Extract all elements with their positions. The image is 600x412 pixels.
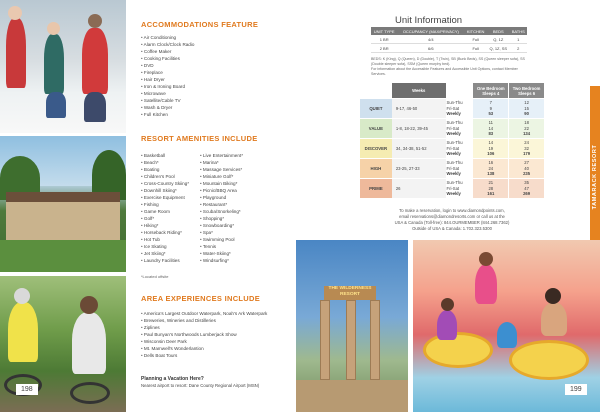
day-label: Sun-Thu	[446, 180, 463, 186]
list-item: • Hiking*	[141, 222, 189, 229]
vacation-title: Planning a Vacation Here?	[141, 376, 204, 382]
unit-table-header: BATHS	[510, 27, 527, 35]
day-label: Fri-Sat	[446, 105, 460, 111]
list-item: • Downhill Skiing*	[141, 187, 189, 194]
waterpark-sign: THE WILDERNESS RESORT	[324, 286, 376, 300]
list-item: • Iron & Ironing Board	[141, 83, 194, 90]
list-item: • Air Conditioning	[141, 34, 194, 41]
unit-table-header: UNIT TYPE	[371, 27, 397, 35]
day-label: Weekly	[446, 191, 461, 197]
list-item: • Live Entertainment*	[200, 152, 243, 159]
day-label: Weekly	[446, 131, 461, 137]
page-number-right: 199	[565, 384, 587, 395]
one-bedroom-points: 11	[488, 120, 493, 126]
list-item: • DVD	[141, 62, 194, 69]
one-bedroom-points: 19	[488, 145, 494, 151]
one-bedroom-points: 28	[488, 185, 494, 191]
vacation-airport: Nearest airport to resort: Dane County Regional Airport (MSN)	[141, 383, 260, 388]
two-bedroom-points: 15	[524, 105, 529, 111]
two-bedroom-points: 22	[524, 125, 529, 131]
list-item: • Alarm Clock/Clock Radio	[141, 41, 194, 48]
list-item: • Playground	[200, 194, 243, 201]
one-bedroom-points: 138	[487, 171, 495, 177]
list-item: • Hair Dryer	[141, 76, 194, 83]
two-bedroom-points: 134	[523, 131, 531, 137]
list-item: • Mountain Biking*	[200, 180, 243, 187]
table-cell: 4/4	[397, 35, 464, 44]
day-label: Fri-Sat	[446, 185, 460, 191]
season-name: DISCOVER	[360, 139, 392, 158]
two-bedroom-header: Two Bedroom Sleeps 6	[509, 83, 544, 98]
season-name: HIGH	[360, 159, 392, 178]
accommodations-list	[141, 34, 194, 118]
day-label: Weekly	[446, 151, 461, 157]
list-item: • Windsurfing*	[200, 257, 243, 264]
list-item: • Jet Skiing*	[141, 250, 189, 257]
unit-table-header: KITCHEN	[464, 27, 487, 35]
unit-info-title: Unit Information	[395, 15, 463, 26]
day-label: Weekly	[446, 111, 461, 117]
day-label: Weekly	[446, 171, 461, 177]
winter-kids-photo	[0, 0, 126, 133]
amenities-list-col2	[200, 152, 243, 264]
list-item: • Exercise Equipment	[141, 194, 189, 201]
two-bedroom-points: 12	[524, 100, 529, 106]
list-item: • Cross-Country Skiing*	[141, 180, 189, 187]
two-bedroom-points: 32	[524, 145, 529, 151]
two-bedroom-points: 18	[524, 120, 529, 126]
list-item: • Tennis	[200, 243, 243, 250]
day-label: Sun-Thu	[446, 140, 463, 146]
unit-info-notes	[371, 57, 529, 77]
list-item: • Marina*	[200, 159, 243, 166]
points-rate-table	[360, 83, 544, 198]
one-bedroom-points: 106	[487, 151, 495, 157]
season-name: VALUE	[360, 119, 392, 138]
list-item: • Children's Pool	[141, 173, 189, 180]
table-cell: 2	[510, 44, 527, 53]
list-item: • Game Room	[141, 208, 189, 215]
list-item: • Boating	[141, 166, 189, 173]
list-item: • Spa*	[200, 229, 243, 236]
one-bedroom-points: 7	[489, 100, 492, 106]
season-row	[360, 159, 544, 178]
list-item: • America's Largest Outdoor Waterpark, Noah's Ark Waterpark	[141, 310, 267, 317]
day-label: Sun-Thu	[446, 120, 463, 126]
season-name: PRIME	[360, 179, 392, 198]
list-item: • Snowboarding*	[200, 222, 243, 229]
list-item: • Miniature Golf*	[200, 173, 243, 180]
two-bedroom-points: 90	[524, 111, 529, 117]
one-bedroom-points: 14	[488, 140, 494, 146]
one-bedroom-points: 16	[488, 160, 494, 166]
table-row	[371, 35, 527, 44]
area-experiences-list	[141, 310, 267, 359]
one-bedroom-points: 83	[488, 131, 494, 137]
unit-table-header: BEDS	[487, 27, 510, 35]
two-bedroom-points: 47	[524, 185, 529, 191]
list-item: • Hot Tub	[141, 236, 189, 243]
season-weeks: 26	[392, 179, 446, 198]
two-bedroom-points: 269	[523, 191, 531, 197]
accommodations-heading: ACCOMMODATIONS FEATURE	[141, 20, 259, 29]
reserve-line-2: email reservations@diamondresorts.com or call us at the	[399, 214, 505, 219]
list-item: • Full Kitchen	[141, 111, 194, 118]
table-cell: Full	[464, 35, 487, 44]
two-bedroom-points: 235	[523, 171, 531, 177]
amenities-list-col1	[141, 152, 189, 264]
reserve-line-4: Outside of USA & Canada: 1.702.323.5300	[412, 226, 492, 231]
reserve-line-3: USA & Canada (Toll-free): 844.OURMEMBER (844.268.7362)	[394, 220, 510, 225]
list-item: • Massage Services*	[200, 166, 243, 173]
list-item: • Mt. Mamwell's Wonderlantion	[141, 345, 267, 352]
list-item: • Wash & Dryer	[141, 104, 194, 111]
reservation-info	[372, 208, 532, 232]
two-bedroom-points: 40	[524, 165, 529, 171]
list-item: • Ice Skating	[141, 243, 189, 250]
two-bedroom-points: 179	[523, 151, 531, 157]
amenities-footnote: *Located offsite	[141, 274, 169, 279]
list-item: • Coffee Maker	[141, 48, 194, 55]
list-item: • Fireplace	[141, 69, 194, 76]
day-label: Sun-Thu	[446, 100, 463, 106]
one-bedroom-points: 9	[489, 105, 492, 111]
two-bedroom-points: 35	[524, 180, 529, 186]
table-cell: 6/6	[397, 44, 464, 53]
table-row	[371, 44, 527, 53]
list-item: • Ziplines	[141, 324, 267, 331]
amenities-heading: RESORT AMENITIES INCLUDE	[141, 134, 258, 143]
season-row	[360, 179, 544, 198]
list-item: • Laundry Facilities	[141, 257, 189, 264]
season-row	[360, 139, 544, 158]
two-bedroom-points: 24	[524, 140, 529, 146]
list-item: • Microwave	[141, 90, 194, 97]
season-name: QUIET	[360, 99, 392, 118]
season-row	[360, 99, 544, 118]
season-row	[360, 119, 544, 138]
area-heading: AREA EXPERIENCES INCLUDE	[141, 294, 261, 303]
table-cell: 2 BR	[371, 44, 397, 53]
table-cell: Full	[464, 44, 487, 53]
table-cell: Q, 1Z	[487, 35, 510, 44]
list-item: • Paul Bunyan's Northwoods Lumberjack Show	[141, 331, 267, 338]
beds-legend: BEDS: K (King), Q (Queen), D (Double), T (Twin), SB (Bunk Beds), SS (Queen sleeper sofa), SS (Double sleeper sofa), SSM (Queen murphy bed).	[371, 57, 525, 66]
one-bedroom-points: 24	[488, 165, 494, 171]
list-item: • Cooking Facilities	[141, 55, 194, 62]
list-item: • Scuba/Snorkeling*	[200, 208, 243, 215]
list-item: • Swimming Pool	[200, 236, 243, 243]
unit-info-table	[371, 27, 527, 53]
one-bedroom-points: 21	[488, 180, 494, 186]
list-item: • Wisconsin Deer Park	[141, 338, 267, 345]
list-item: • Beach*	[141, 159, 189, 166]
day-label: Fri-Sat	[446, 125, 460, 131]
resort-building-photo	[0, 136, 126, 272]
weeks-header: Weeks	[392, 83, 446, 98]
list-item: • Basketball	[141, 152, 189, 159]
list-item: • Breweries, Wineries and Distilleries	[141, 317, 267, 324]
table-cell: 1 BR	[371, 35, 397, 44]
reserve-line-1: To make a reservation, login to www.diamondpoints.com,	[399, 208, 505, 213]
day-label: Sun-Thu	[446, 160, 463, 166]
season-weeks: 34, 34-38, 51-52	[392, 139, 446, 158]
page-number-left: 198	[16, 384, 38, 395]
season-weeks: 1-8, 18-22, 39-45	[392, 119, 446, 138]
table-cell: 1	[510, 35, 527, 44]
unit-table-header: OCCUPANCY (MAX/PRIVACY)	[397, 27, 464, 35]
list-item: • Golf*	[141, 215, 189, 222]
list-item: • Horseback Riding*	[141, 229, 189, 236]
day-label: Fri-Sat	[446, 145, 460, 151]
one-bedroom-header: One Bedroom Sleeps 4	[473, 83, 508, 98]
list-item: • Water-Skiing*	[200, 250, 243, 257]
list-item: • Picnic/BBQ Area	[200, 187, 243, 194]
table-cell: Q, 1Z, SS	[487, 44, 510, 53]
waterpark-entrance-photo	[296, 240, 408, 412]
list-item: • Fishing	[141, 201, 189, 208]
resort-name-tab-label: TAMARACK RESORT	[592, 144, 598, 210]
accessible-note: For information about the Accessible Features and Accessible Unit Options, contact Member Services.	[371, 67, 518, 76]
two-bedroom-points: 27	[524, 160, 529, 166]
one-bedroom-points: 14	[488, 125, 494, 131]
season-weeks: 9-17, 46-50	[392, 99, 446, 118]
list-item: • Dells Boat Tours	[141, 352, 267, 359]
season-weeks: 23-25, 27-33	[392, 159, 446, 178]
list-item: • Shopping*	[200, 215, 243, 222]
list-item: • Restaurant*	[200, 201, 243, 208]
one-bedroom-points: 161	[487, 191, 495, 197]
list-item: • Satellite/Cable TV	[141, 97, 194, 104]
one-bedroom-points: 53	[488, 111, 494, 117]
day-label: Fri-Sat	[446, 165, 460, 171]
